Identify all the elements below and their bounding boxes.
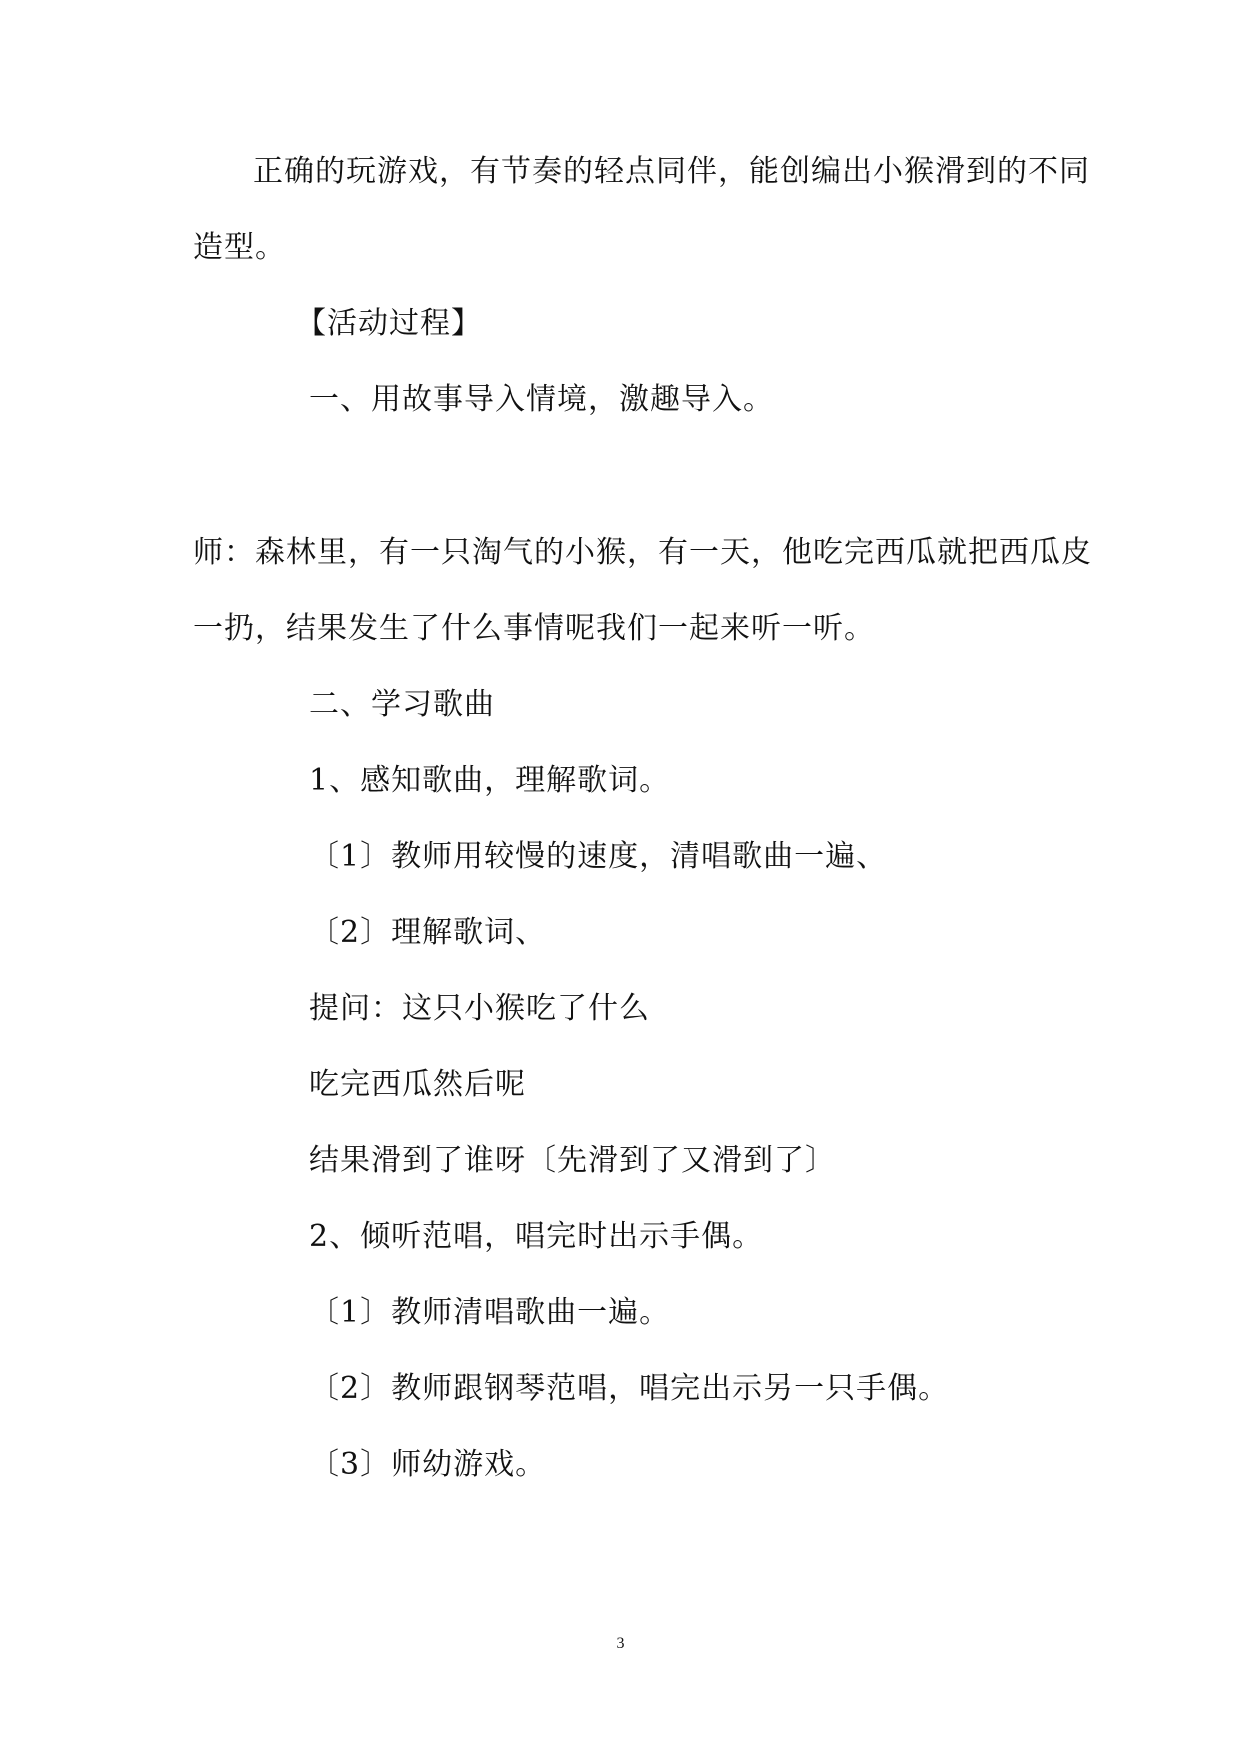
list-item-2-1: 〔1〕教师清唱歌曲一遍。 — [309, 1295, 671, 1330]
list-item-1-1: 〔1〕教师用较慢的速度，清唱歌曲一遍、 — [309, 839, 888, 874]
paragraph-line-4: 一扔，结果发生了什么事情呢我们一起来听一听。 — [193, 611, 875, 646]
paragraph-line-3: 师：森林里，有一只淘气的小猴，有一天，他吃完西瓜就把西瓜皮 — [193, 535, 1092, 570]
paragraph-line-2: 造型。 — [193, 230, 286, 265]
section-heading-1: 一、用故事导入情境，激趣导入。 — [309, 382, 774, 417]
subsection-2: 2、倾听范唱，唱完时出示手偶。 — [309, 1219, 764, 1254]
subsection-1: 1、感知歌曲，理解歌词。 — [309, 763, 671, 798]
question-line-1: 提问：这只小猴吃了什么 — [309, 991, 650, 1026]
question-line-2: 吃完西瓜然后呢 — [309, 1067, 526, 1102]
paragraph-line-1: 正确的玩游戏，有节奏的轻点同伴，能创编出小猴滑到的不同 — [253, 154, 1090, 189]
question-line-3: 结果滑到了谁呀〔先滑到了又滑到了〕 — [309, 1143, 836, 1178]
page-number: 3 — [616, 1635, 625, 1652]
section-heading-activity-process: 【活动过程】 — [296, 306, 482, 341]
list-item-1-2: 〔2〕理解歌词、 — [309, 915, 547, 950]
list-item-2-3: 〔3〕师幼游戏。 — [309, 1447, 547, 1482]
section-heading-2: 二、学习歌曲 — [309, 687, 495, 722]
list-item-2-2: 〔2〕教师跟钢琴范唱，唱完出示另一只手偶。 — [309, 1371, 950, 1406]
